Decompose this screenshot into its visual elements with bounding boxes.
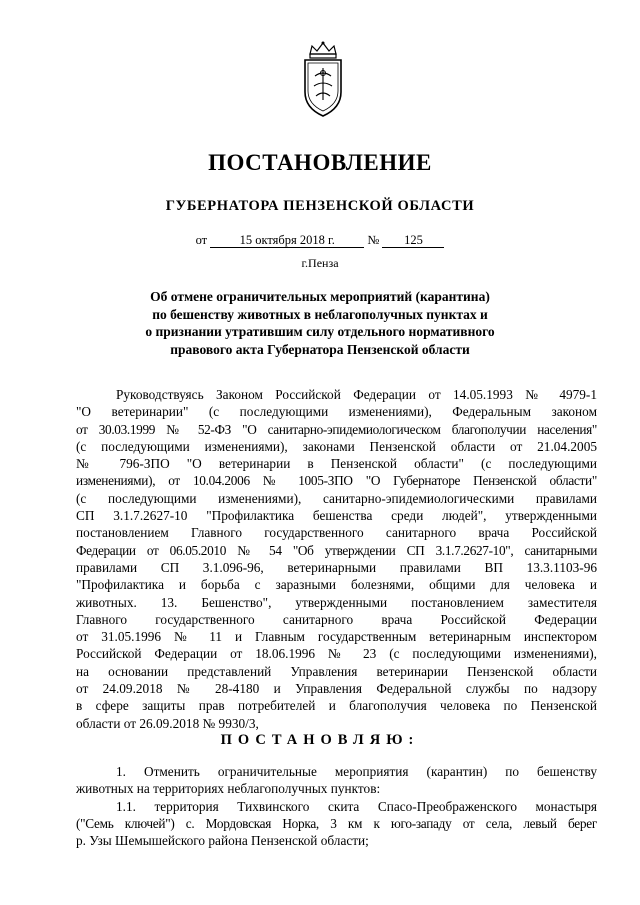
preamble-paragraph xyxy=(76,386,597,732)
preamble-line: СП 3.1.7.2627-10 "Профилактика бешенства среди людей", утвержденными xyxy=(76,508,597,524)
preamble-line: "О ветеринарии" (с последующими изменениями), Федеральным законом xyxy=(76,404,597,420)
preamble-line: изменениями), от 10.04.2006 № 1005-ЗПО "О Губернаторе Пензенской области" xyxy=(76,473,597,489)
document-issuer: ГУБЕРНАТОРА ПЕНЗЕНСКОЙ ОБЛАСТИ xyxy=(165,198,475,214)
preamble-line: постановлением Главного государственного санитарного врача Российской xyxy=(76,525,597,541)
point-line: 1. Отменить ограничительные мероприятия (карантин) по бешенству xyxy=(116,764,597,779)
number-prefix: № xyxy=(367,233,380,247)
coat-of-arms-emblem xyxy=(300,40,346,118)
preamble-line: № 796-ЗПО "О ветеринарии в Пензенской области" (с последующими xyxy=(76,456,597,472)
heading-line: о признании утратившим силу отдельного нормативного xyxy=(145,324,495,339)
document-number: 125 xyxy=(382,233,444,248)
preamble-line: (с последующими изменениями), законами Пензенской области от 21.04.2005 xyxy=(76,438,597,454)
document-title: ПОСТАНОВЛЕНИЕ xyxy=(208,150,432,175)
preamble-line: в сфере защиты прав потребителей и благополучия человека по Пензенской xyxy=(76,698,597,714)
preamble-line: (с последующими изменениями), санитарно-эпидемиологическими правилами xyxy=(76,490,597,506)
point-line: 1.1. территория Тихвинского скита Спасо-Преображенского монастыря xyxy=(116,798,597,814)
heading-line: Об отмене ограничительных мероприятий (карантина) xyxy=(150,289,490,304)
document-heading xyxy=(0,288,640,358)
preamble-line: "Профилактика и борьба с заразными болезнями, общими для человека и xyxy=(76,577,597,593)
preamble-line: от 24.09.2018 № 28-4180 и Управления Федеральной службы по надзору xyxy=(76,681,597,697)
date-prefix: от xyxy=(195,233,208,247)
preamble-line: от 31.05.1996 № 11 и Главным государственным ветеринарным инспектором xyxy=(76,629,597,645)
preamble-line: области от 26.09.2018 № 9930/3, xyxy=(76,715,259,731)
decree-word: ПОСТАНОВЛЯЮ: xyxy=(220,732,420,748)
point-line: р. Узы Шемышейского района Пензенской области; xyxy=(76,833,369,849)
decree-points xyxy=(76,763,597,849)
document-city: г.Пенза xyxy=(301,256,339,270)
document-date: 15 октября 2018 г. xyxy=(210,233,364,248)
preamble-line: правилами СП 3.1.096-96, ветеринарными правилами ВП 13.3.1103-96 xyxy=(76,559,597,575)
point-line: животных на территориях неблагополучных пунктов: xyxy=(76,781,381,797)
date-number-line xyxy=(0,233,640,248)
preamble-line: Руководствуясь Законом Российской Федерации от 14.05.1993 № 4979-1 xyxy=(116,387,597,402)
heading-line: правового акта Губернатора Пензенской области xyxy=(170,341,470,357)
heading-line: по бешенству животных в неблагополучных пунктах и xyxy=(152,306,488,322)
preamble-line: на основании представлений Управления ветеринарии Пензенской области xyxy=(76,663,597,679)
preamble-line: от 30.03.1999 № 52-ФЗ "О санитарно-эпидемиологическом благополучии населения" xyxy=(76,421,597,437)
point-line: ("Семь ключей") с. Мордовская Норка, 3 км к юго-западу от села, левый берег xyxy=(76,815,597,831)
preamble-line: Федерации от 06.05.2010 № 54 "Об утверждении СП 3.1.7.2627-10", санитарными xyxy=(76,542,597,558)
preamble-line: Российской Федерации от 18.06.1996 № 23 (с последующими изменениями), xyxy=(76,646,597,662)
preamble-line: Главного государственного санитарного врача Российской Федерации xyxy=(76,611,597,627)
preamble-line: животных. 13. Бешенство", утвержденными постановлением заместителя xyxy=(76,594,597,610)
